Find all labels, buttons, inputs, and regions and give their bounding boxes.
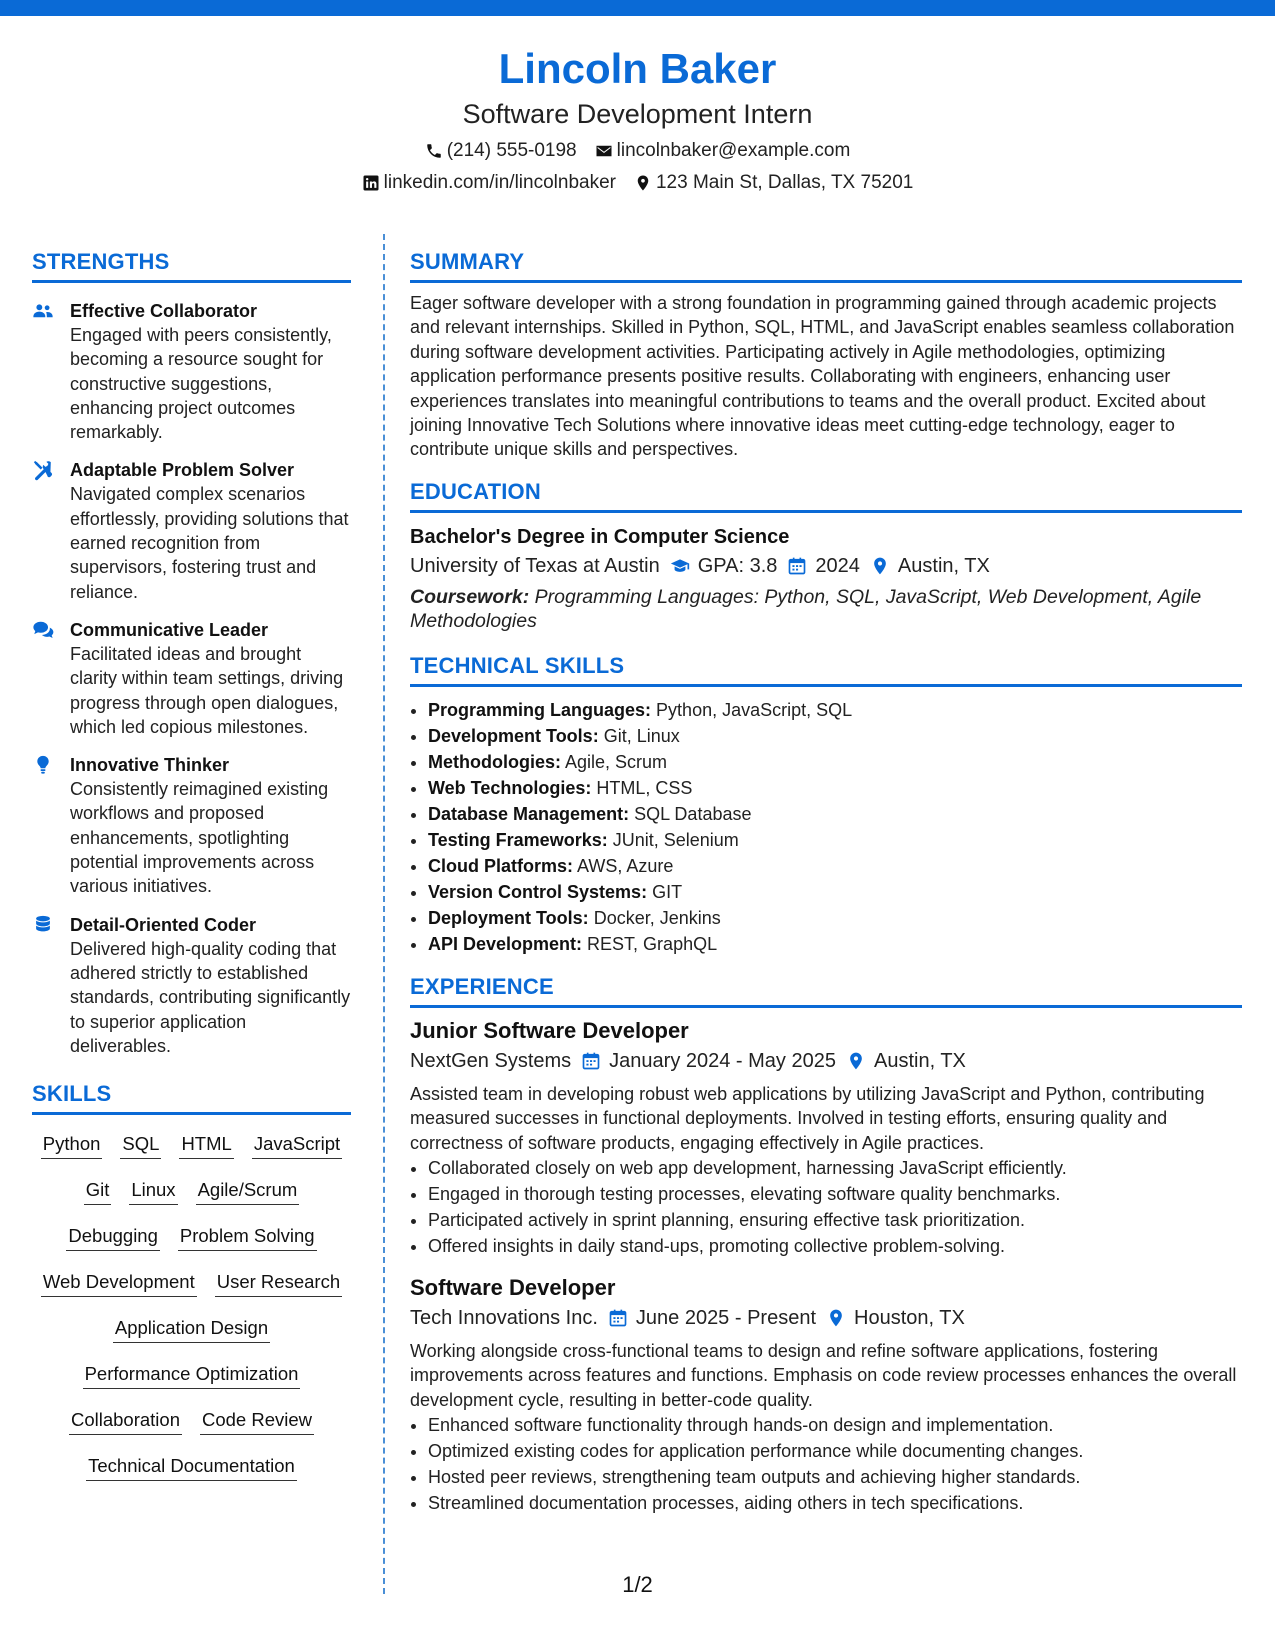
technical-skills-list [410, 697, 1242, 957]
skill-chip: Problem Solving [178, 1223, 317, 1251]
strength-title: Effective Collaborator [70, 301, 258, 321]
gpa-text: GPA: 3.8 [697, 554, 778, 577]
list-item: • Streamlined documentation processes, aiding others in tech specifications. [428, 1490, 1242, 1516]
map-pin-icon [826, 1308, 846, 1328]
skill-chip: Agile/Scrum [196, 1177, 300, 1205]
strength-title: Innovative Thinker [70, 755, 230, 776]
job-meta [410, 1046, 1242, 1076]
contact-row-1 [0, 138, 1275, 164]
job-bullets [410, 1155, 1242, 1259]
location-text: Houston, TX [854, 1307, 965, 1330]
coursework-text: Programming Languages: Python, SQL, JavaScript, Web Development, Agile Methodologies [410, 585, 1202, 633]
coursework [410, 585, 1242, 634]
education-heading: EDUCATION [410, 478, 1242, 513]
database-icon [32, 914, 54, 936]
location-text: Austin, TX [897, 554, 990, 577]
calendar-icon [787, 556, 807, 576]
list-item: • API Development: REST, GraphQL [428, 931, 1242, 957]
dates-item [581, 1046, 836, 1076]
email-text: lincolnbaker@example.com [616, 140, 851, 161]
phone-text: (214) 555-0198 [446, 140, 577, 161]
phone-icon [425, 142, 443, 160]
address-text: 123 Main St, Dallas, TX 75201 [655, 172, 914, 193]
list-item: • Testing Frameworks: JUnit, Selenium [428, 827, 1242, 853]
right-column [410, 248, 1242, 1516]
skills-list [32, 1131, 351, 1481]
contact-row-2 [0, 170, 1275, 196]
list-item: • Optimized existing codes for application performance while documenting changes. [428, 1438, 1242, 1464]
list-item: • Offered insights in daily stand-ups, promoting collective problem-solving. [428, 1233, 1242, 1259]
strength-desc: Facilitated ideas and brought clarity within team settings, driving progress through open dialogues, which led copious milestones. [70, 643, 344, 737]
strength-desc: Consistently reimagined existing workflows and proposed enhancements, spotlighting potential improvements across various initiatives. [70, 779, 329, 897]
list-item: • Participated actively in sprint planning, ensuring effective task prioritization. [428, 1207, 1242, 1233]
skill-chip: Linux [129, 1177, 177, 1205]
skill-chip: Technical Documentation [86, 1453, 297, 1481]
strength-title: Communicative Leader [70, 619, 269, 640]
summary-text: Eager software developer with a strong foundation in programming gained through academic projects and relevant internships. Skilled in Python, SQL, HTML, and JavaScript enables seamless collaboration during software development activities. Participating actively in Agile methodologies, optimizing application performance presents positive results. Collaborating with engineers, enhancing user experiences translates into meaningful contributions to teams and the overall product. Excited about joining Innovative Tech Solutions where innovative ideas meet cutting-edge technology, eager to contribute unique skills and perspectives. [410, 293, 1235, 460]
skill-chip: Git [84, 1177, 112, 1205]
skill-chip: Collaboration [69, 1407, 182, 1435]
location-item [870, 551, 990, 581]
list-item: • Enhanced software functionality through hands-on design and implementation. [428, 1412, 1242, 1438]
envelope-icon [595, 142, 613, 160]
summary-heading: SUMMARY [410, 248, 1242, 283]
map-pin-icon [870, 556, 890, 576]
resume-header [0, 42, 1275, 196]
job-entry [410, 1016, 1242, 1259]
job-bullets [410, 1412, 1242, 1516]
strength-item [32, 299, 351, 444]
column-divider [383, 234, 385, 1594]
phone-contact[interactable] [425, 138, 577, 164]
comments-icon [32, 619, 54, 641]
skill-chip: SQL [120, 1131, 161, 1159]
strength-item [32, 458, 351, 603]
list-item: • Hosted peer reviews, strengthening team outputs and achieving higher standards. [428, 1464, 1242, 1490]
degree-title: Bachelor's Degree in Computer Science [410, 525, 790, 548]
skill-chip: HTML [179, 1131, 233, 1159]
map-pin-icon [846, 1051, 866, 1071]
map-pin-icon [634, 174, 652, 192]
job-description: Assisted team in developing robust web applications by utilizing JavaScript and Python, contributing measured successes in functional deployments. Involved in testing efforts, ensuring quality and correctness of software products, engaging effectively in Agile practices. [410, 1083, 1205, 1153]
top-accent-bar [0, 0, 1275, 16]
location-item [846, 1046, 966, 1076]
experience-heading: EXPERIENCE [410, 973, 1242, 1008]
strength-desc: Engaged with peers consistently, becoming a resource sought for constructive suggestions, enhancing project outcomes remarkably. [70, 325, 332, 443]
location-text: Austin, TX [873, 1049, 966, 1072]
linkedin-text: linkedin.com/in/lincolnbaker [383, 172, 616, 193]
lightbulb-icon [32, 754, 54, 776]
skill-chip: Code Review [200, 1407, 314, 1435]
list-item: • Collaborated closely on web app development, harnessing JavaScript efficiently. [428, 1155, 1242, 1181]
education-meta [410, 551, 1242, 581]
job-meta [410, 1303, 1242, 1333]
dates-text: June 2025 - Present [635, 1307, 817, 1330]
skill-chip: Application Design [113, 1315, 270, 1343]
skill-chip: JavaScript [252, 1131, 342, 1159]
skills-heading: SKILLS [32, 1080, 351, 1115]
job-title: Software Developer [410, 1275, 616, 1301]
job-title: Junior Software Developer [410, 1017, 689, 1043]
list-item: • Programming Languages: Python, JavaScript, SQL [428, 697, 1242, 723]
coursework-label: Coursework: [410, 585, 530, 608]
skill-chip: Web Development [41, 1269, 197, 1297]
company-name: NextGen Systems [410, 1049, 572, 1072]
year-item [787, 551, 860, 581]
candidate-name: Lincoln Baker [498, 45, 777, 92]
strength-item [32, 753, 351, 898]
left-column [32, 248, 351, 1481]
list-item: • Version Control Systems: GIT [428, 879, 1242, 905]
strengths-heading: STRENGTHS [32, 248, 351, 283]
strength-desc: Navigated complex scenarios effortlessly, providing solutions that earned recognition from supervisors, fostering trust and reliance. [70, 484, 349, 602]
job-description: Working alongside cross-functional teams to design and refine software applications, fostering improvements across features and functions. Emphasis on code review processes enhances the overall development cycle, resulting in better-code quality. [410, 1341, 1237, 1410]
school-name: University of Texas at Austin [410, 554, 660, 577]
calendar-icon [608, 1308, 628, 1328]
skill-chip: Debugging [66, 1223, 160, 1251]
dates-text: January 2024 - May 2025 [609, 1049, 836, 1072]
gpa-item [670, 551, 778, 581]
year-text: 2024 [815, 554, 860, 577]
list-item: • Methodologies: Agile, Scrum [428, 749, 1242, 775]
strength-title: Adaptable Problem Solver [70, 460, 295, 481]
calendar-icon [581, 1051, 601, 1071]
candidate-title: Software Development Intern [462, 99, 813, 129]
job-entry [410, 1273, 1242, 1516]
page-number: 1/2 [622, 1572, 653, 1597]
technical-skills-heading: TECHNICAL SKILLS [410, 652, 1242, 687]
email-contact[interactable] [595, 138, 851, 164]
address-contact [634, 170, 913, 196]
strength-title: Detail-Oriented Coder [70, 914, 257, 935]
list-item: • Database Management: SQL Database [428, 801, 1242, 827]
linkedin-icon [362, 174, 380, 192]
list-item: • Cloud Platforms: AWS, Azure [428, 853, 1242, 879]
company-name: Tech Innovations Inc. [410, 1307, 598, 1330]
list-item: • Web Technologies: HTML, CSS [428, 775, 1242, 801]
skill-chip: Python [41, 1131, 103, 1159]
strength-item [32, 913, 351, 1058]
strength-desc: Delivered high-quality coding that adhered strictly to established standards, contributing significantly to superior application deliverables. [70, 938, 351, 1056]
graduation-cap-icon [670, 556, 690, 576]
list-item: • Deployment Tools: Docker, Jenkins [428, 905, 1242, 931]
users-icon [32, 300, 54, 322]
strength-item [32, 618, 351, 739]
list-item: • Development Tools: Git, Linux [428, 723, 1242, 749]
location-item [826, 1303, 965, 1333]
list-item: • Engaged in thorough testing processes, elevating software quality benchmarks. [428, 1181, 1242, 1207]
tools-icon [32, 459, 54, 481]
dates-item [608, 1303, 816, 1333]
linkedin-contact[interactable] [362, 170, 616, 196]
skill-chip: User Research [215, 1269, 342, 1297]
skill-chip: Performance Optimization [83, 1361, 301, 1389]
